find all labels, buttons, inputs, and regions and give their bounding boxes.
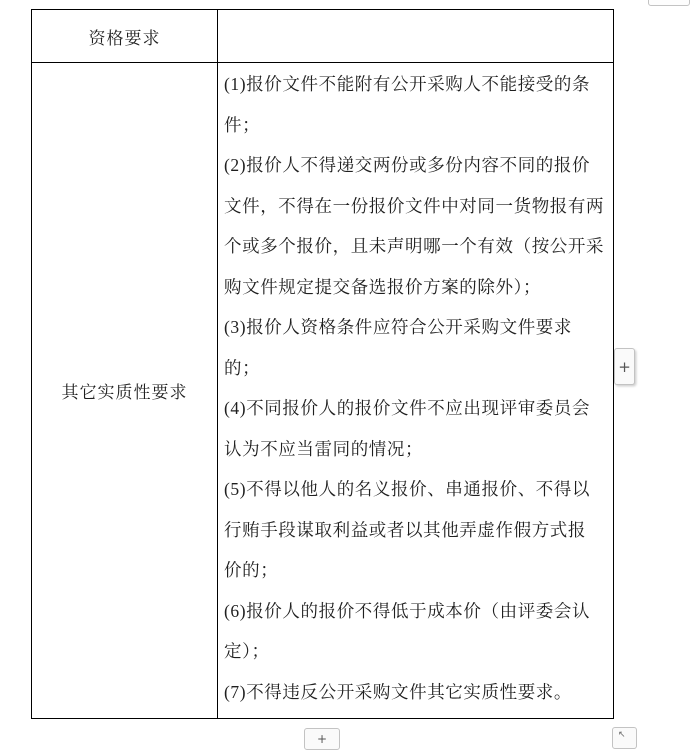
requirements-table xyxy=(31,9,614,719)
requirement-line: 购文件规定提交备选报价方案的除外）； xyxy=(224,276,542,297)
plus-icon: + xyxy=(618,357,631,376)
table-control-top-right[interactable] xyxy=(648,0,690,6)
table-row-other-requirements xyxy=(32,63,613,718)
add-row-button[interactable] xyxy=(304,728,340,750)
requirement-line: (1)报价文件不能附有公开采购人不能接受的条 xyxy=(224,74,591,94)
table-row-qualification xyxy=(32,10,613,63)
requirement-line: 文件，不得在一份报价文件中对同一货物报有两 xyxy=(224,195,605,216)
requirement-lines xyxy=(224,64,613,712)
requirement-line: 个或多个报价，且未声明哪一个有效（按公开采 xyxy=(224,236,605,256)
requirement-line: 行贿手段谋取利益或者以其他弄虚作假方式报 xyxy=(224,519,586,540)
other-requirements-label: 其它实质性要求 xyxy=(61,383,188,402)
table-select-handle[interactable] xyxy=(612,727,637,749)
requirement-line: 认为不应当雷同的情况； xyxy=(224,438,424,459)
qualification-label-cell[interactable] xyxy=(32,10,218,62)
requirement-line: 件； xyxy=(224,114,261,135)
requirement-line: (7)不得违反公开采购文件其它实质性要求。 xyxy=(224,681,573,702)
other-requirements-label-cell[interactable] xyxy=(32,63,218,718)
requirement-line: 的； xyxy=(224,357,261,378)
requirement-line: (3)报价人资格条件应符合公开采购文件要求 xyxy=(224,317,573,337)
requirement-line: (5)不得以他人的名义报价、串通报价、不得以 xyxy=(224,479,591,499)
plus-icon: + xyxy=(316,732,328,746)
requirement-line: (2)报价人不得递交两份或多份内容不同的报价 xyxy=(224,155,591,175)
requirement-line: (6)报价人的报价不得低于成本价（由评委会认 xyxy=(224,600,591,621)
requirement-line: 定）； xyxy=(224,641,270,661)
add-column-button[interactable] xyxy=(614,348,635,385)
qualification-label: 资格要求 xyxy=(88,28,161,48)
qualification-content-cell[interactable] xyxy=(218,10,613,62)
requirement-line: 价的； xyxy=(224,560,279,580)
arrow-up-left-icon: ↖ xyxy=(618,730,626,740)
other-requirements-content-cell[interactable] xyxy=(218,63,613,718)
requirement-line: (4)不同报价人的报价文件不应出现评审委员会 xyxy=(224,398,591,418)
